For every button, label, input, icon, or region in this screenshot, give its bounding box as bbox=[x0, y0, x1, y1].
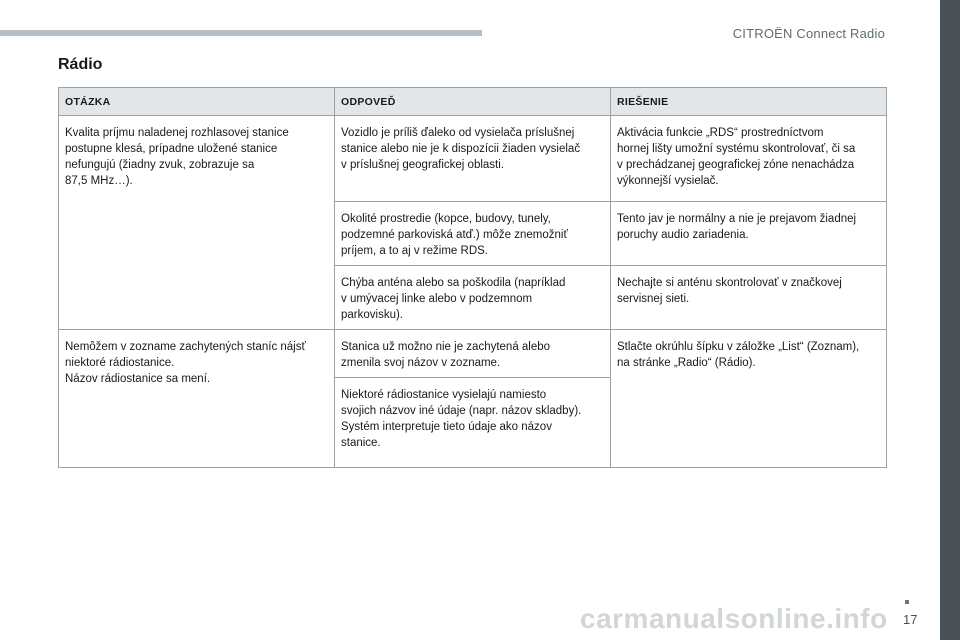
answer-cell: Chýba anténa alebo sa poškodila (napríklad v umývacej linke alebo v podzemnom parkovisku). bbox=[335, 266, 611, 330]
column-header-answer: ODPOVEĎ bbox=[335, 88, 611, 116]
column-header-question: OTÁZKA bbox=[59, 88, 335, 116]
solution-cell: Aktivácia funkcie „RDS“ prostredníctvom hornej lišty umožní systému skontrolovať, či sa v prechádzanej geografickej zóne nenachádza výkonnejší vysielač. bbox=[611, 116, 887, 202]
table-row bbox=[59, 330, 887, 378]
watermark: carmanualsonline.info bbox=[580, 603, 888, 634]
table-row bbox=[59, 116, 887, 202]
faq-table bbox=[58, 87, 887, 468]
answer-cell: Niektoré rádiostanice vysielajú namiesto svojich názvov iné údaje (napr. názov skladby). Systém interpretuje tieto údaje ako názov stanice. bbox=[335, 378, 611, 468]
question-cell: Kvalita príjmu naladenej rozhlasovej stanice postupne klesá, prípadne uložené stanice nefungujú (žiadny zvuk, zobrazuje sa 87,5 MHz…). bbox=[59, 116, 335, 330]
solution-cell: Stlačte okrúhlu šípku v záložke „List“ (Zoznam), na stránke „Radio“ (Rádio). bbox=[611, 330, 887, 468]
answer-cell: Okolité prostredie (kopce, budovy, tunely, podzemné parkoviská atď.) môže znemožniť príjem, a to aj v režime RDS. bbox=[335, 202, 611, 266]
question-cell: Nemôžem v zozname zachytených staníc nájsť niektoré rádiostanice. Názov rádiostanice sa mení. bbox=[59, 330, 335, 468]
solution-cell: Nechajte si anténu skontrolovať v značkovej servisnej sieti. bbox=[611, 266, 887, 330]
header-title: CITROËN Connect Radio bbox=[732, 26, 885, 41]
answer-cell: Vozidlo je príliš ďaleko od vysielača príslušnej stanice alebo nie je k dispozícii žiaden vysielač v príslušnej geografickej oblasti. bbox=[335, 116, 611, 202]
answer-cell: Stanica už možno nie je zachytená alebo zmenila svoj názov v zozname. bbox=[335, 330, 611, 378]
section-title: Rádio bbox=[58, 56, 103, 73]
table-header-row bbox=[59, 88, 887, 116]
solution-cell: Tento jav je normálny a nie je prejavom žiadnej poruchy audio zariadenia. bbox=[611, 202, 887, 266]
page-number: 17 bbox=[903, 612, 918, 627]
page-marker-dot bbox=[905, 600, 909, 604]
page-side-bar bbox=[940, 0, 960, 640]
header-accent-bar bbox=[0, 30, 482, 36]
column-header-solution: RIEŠENIE bbox=[611, 88, 887, 116]
